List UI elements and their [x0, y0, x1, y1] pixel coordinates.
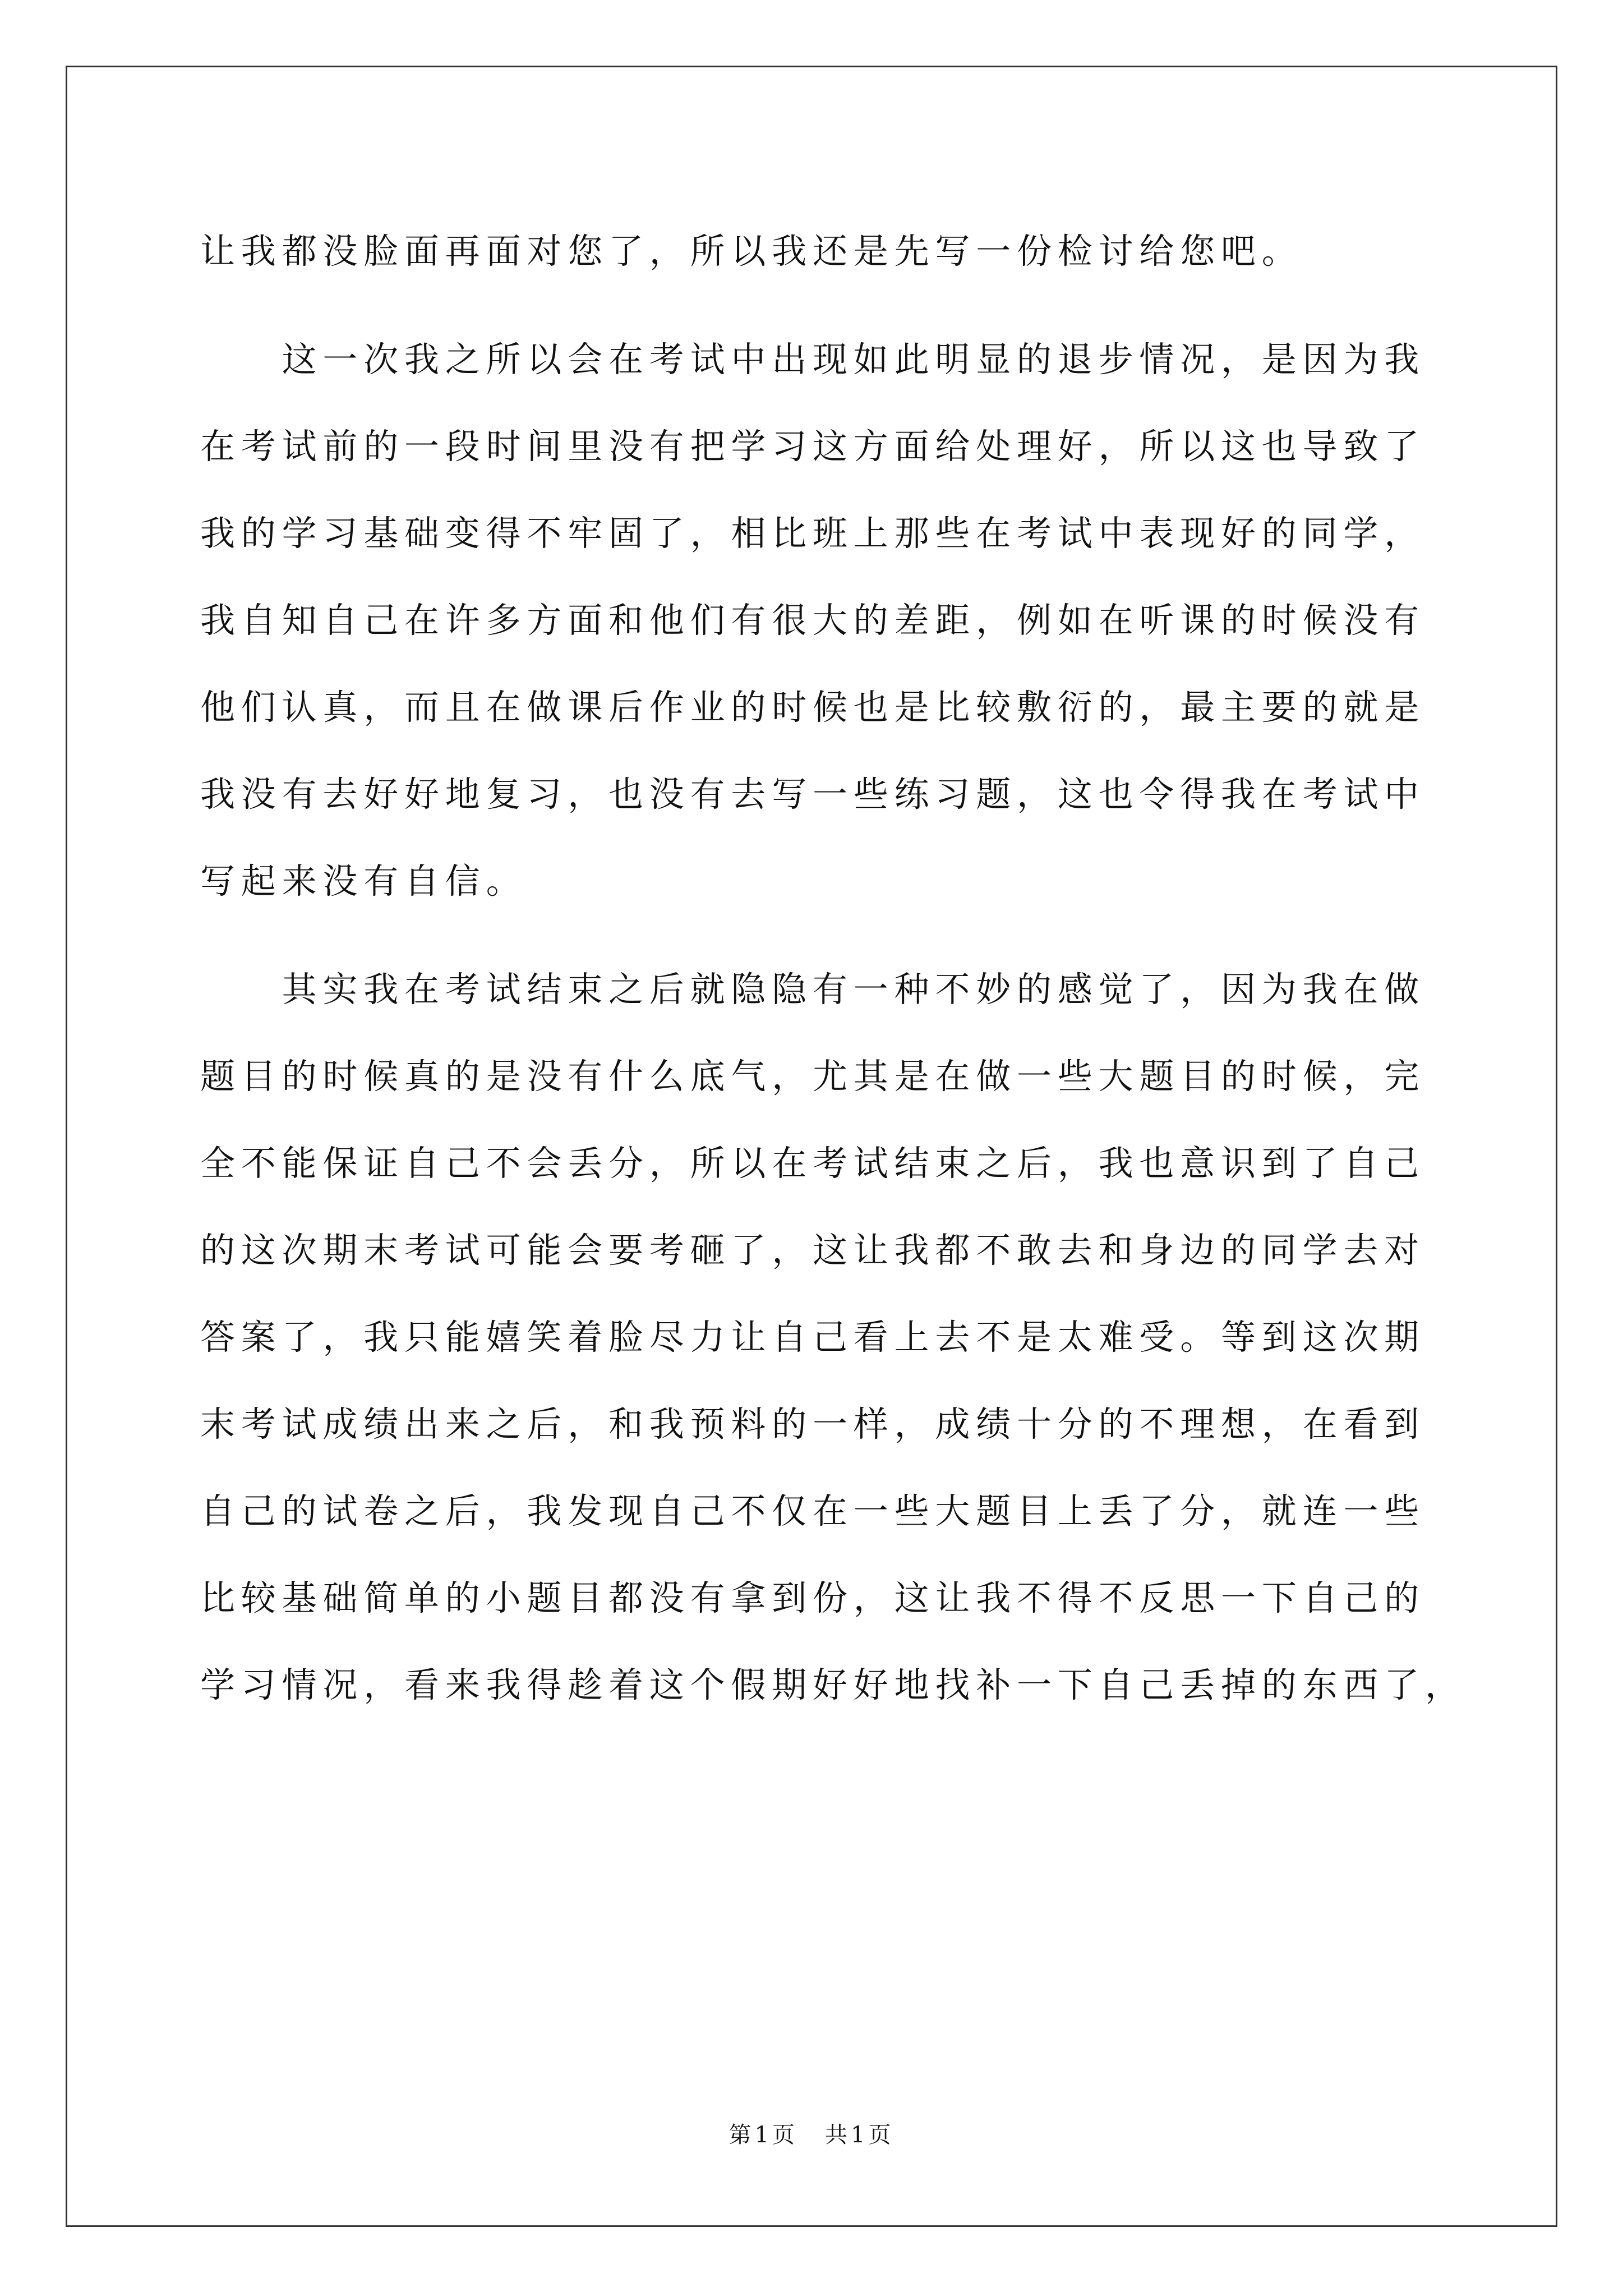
text-line: 自己的试卷之后，我发现自己不仅在一些大题目上丢了分，就连一些 [200, 1490, 1426, 1531]
text-line: 在考试前的一段时间里没有把学习这方面给处理好，所以这也导致了 [200, 426, 1426, 467]
page-footer [0, 2121, 1623, 2149]
text-line: 这一次我之所以会在考试中出现如此明显的退步情况，是因为我 [282, 339, 1425, 380]
document-body [200, 208, 1535, 1728]
paragraph [200, 946, 1535, 1728]
text-line: 学习情况，看来我得趁着这个假期好好地找补一下自己丢掉的东西了， [200, 1664, 1466, 1705]
text-line: 写起来没有自信。 [200, 861, 527, 901]
text-line: 我自知自己在许多方面和他们有很大的差距，例如在听课的时候没有 [200, 600, 1426, 641]
text-line: 末考试成绩出来之后，和我预料的一样，成绩十分的不理想，在看到 [200, 1404, 1426, 1444]
text-line: 其实我在考试结束之后就隐隐有一种不妙的感觉了，因为我在做 [282, 969, 1425, 1010]
text-line: 答案了，我只能嬉笑着脸尽力让自己看上去不是太难受。等到这次期 [200, 1317, 1426, 1358]
text-line: 全不能保证自己不会丢分，所以在考试结束之后，我也意识到了自己 [200, 1143, 1426, 1184]
paragraph [200, 208, 1535, 295]
page-number: 第1页 [728, 2122, 798, 2148]
text-line: 我没有去好好地复习，也没有去写一些练习题，这也令得我在考试中 [200, 774, 1426, 815]
text-line: 的这次期末考试可能会要考砸了，这让我都不敢去和身边的同学去对 [200, 1230, 1426, 1271]
text-line: 他们认真，而且在做课后作业的时候也是比较敷衍的，最主要的就是 [200, 687, 1426, 728]
text-line: 比较基础简单的小题目都没有拿到份，这让我不得不反思一下自己的 [200, 1577, 1426, 1618]
text-line: 让我都没脸面再面对您了，所以我还是先写一份检讨给您吧。 [200, 231, 1303, 272]
page-total: 共1页 [825, 2122, 895, 2148]
text-line: 题目的时候真的是没有什么底气，尤其是在做一些大题目的时候，完 [200, 1056, 1426, 1097]
text-line: 我的学习基础变得不牢固了，相比班上那些在考试中表现好的同学， [200, 513, 1426, 554]
paragraph [200, 316, 1535, 924]
